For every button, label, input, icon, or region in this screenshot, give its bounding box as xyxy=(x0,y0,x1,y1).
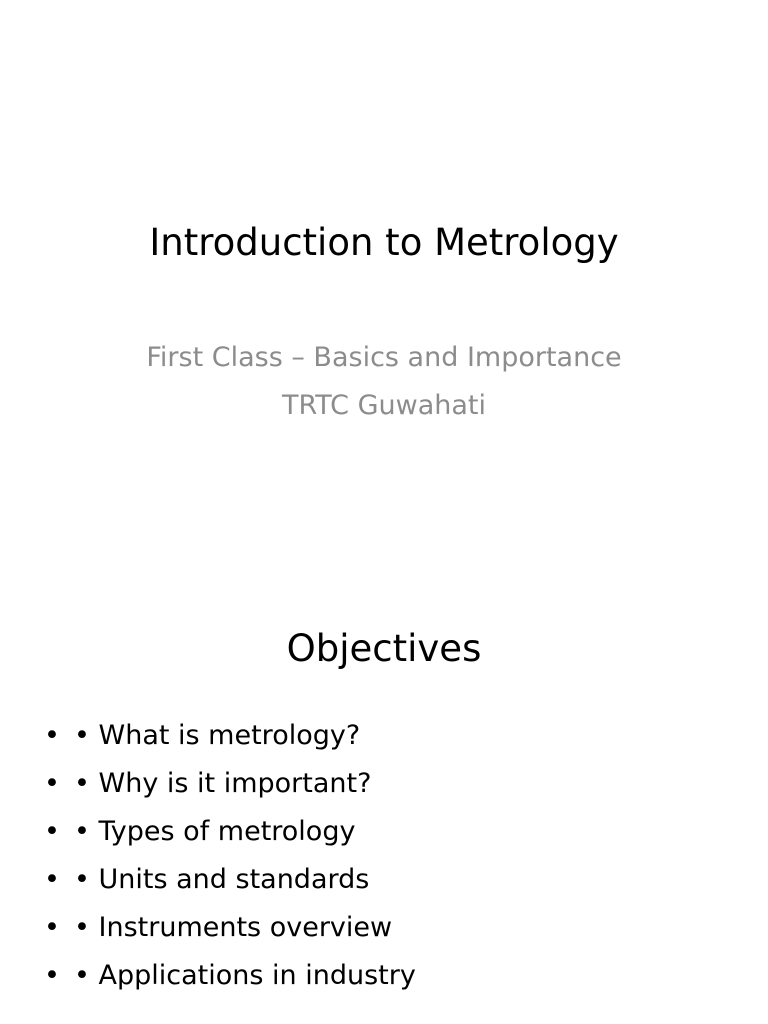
list-item xyxy=(0,712,740,760)
bullet-marker: • xyxy=(44,864,60,895)
slide-title-heading: Introduction to Metrology xyxy=(149,221,619,264)
list-item xyxy=(0,856,740,904)
bullet-marker: • xyxy=(44,912,60,943)
list-item-text: • What is metrology? xyxy=(74,720,361,751)
objectives-list xyxy=(0,712,740,1000)
bullet-marker: • xyxy=(44,720,60,751)
list-item-text: • Units and standards xyxy=(74,864,370,895)
list-item-text: • Instruments overview xyxy=(74,912,393,943)
list-item-text: • Applications in industry xyxy=(74,960,416,991)
list-item xyxy=(0,952,740,1000)
list-item xyxy=(0,904,740,952)
list-item xyxy=(0,760,740,808)
subtitle-line: TRTC Guwahati xyxy=(281,390,487,421)
list-item-text: • Types of metrology xyxy=(74,816,356,847)
slide-subtitle xyxy=(0,334,768,430)
slide-objectives-heading: Objectives xyxy=(286,627,482,670)
list-item-text: • Why is it important? xyxy=(74,768,372,799)
list-item xyxy=(0,808,740,856)
bullet-marker: • xyxy=(44,960,60,991)
slide-objectives xyxy=(0,512,768,1024)
bullet-marker: • xyxy=(44,768,60,799)
bullet-marker: • xyxy=(44,816,60,847)
subtitle-line: First Class – Basics and Importance xyxy=(146,342,622,373)
